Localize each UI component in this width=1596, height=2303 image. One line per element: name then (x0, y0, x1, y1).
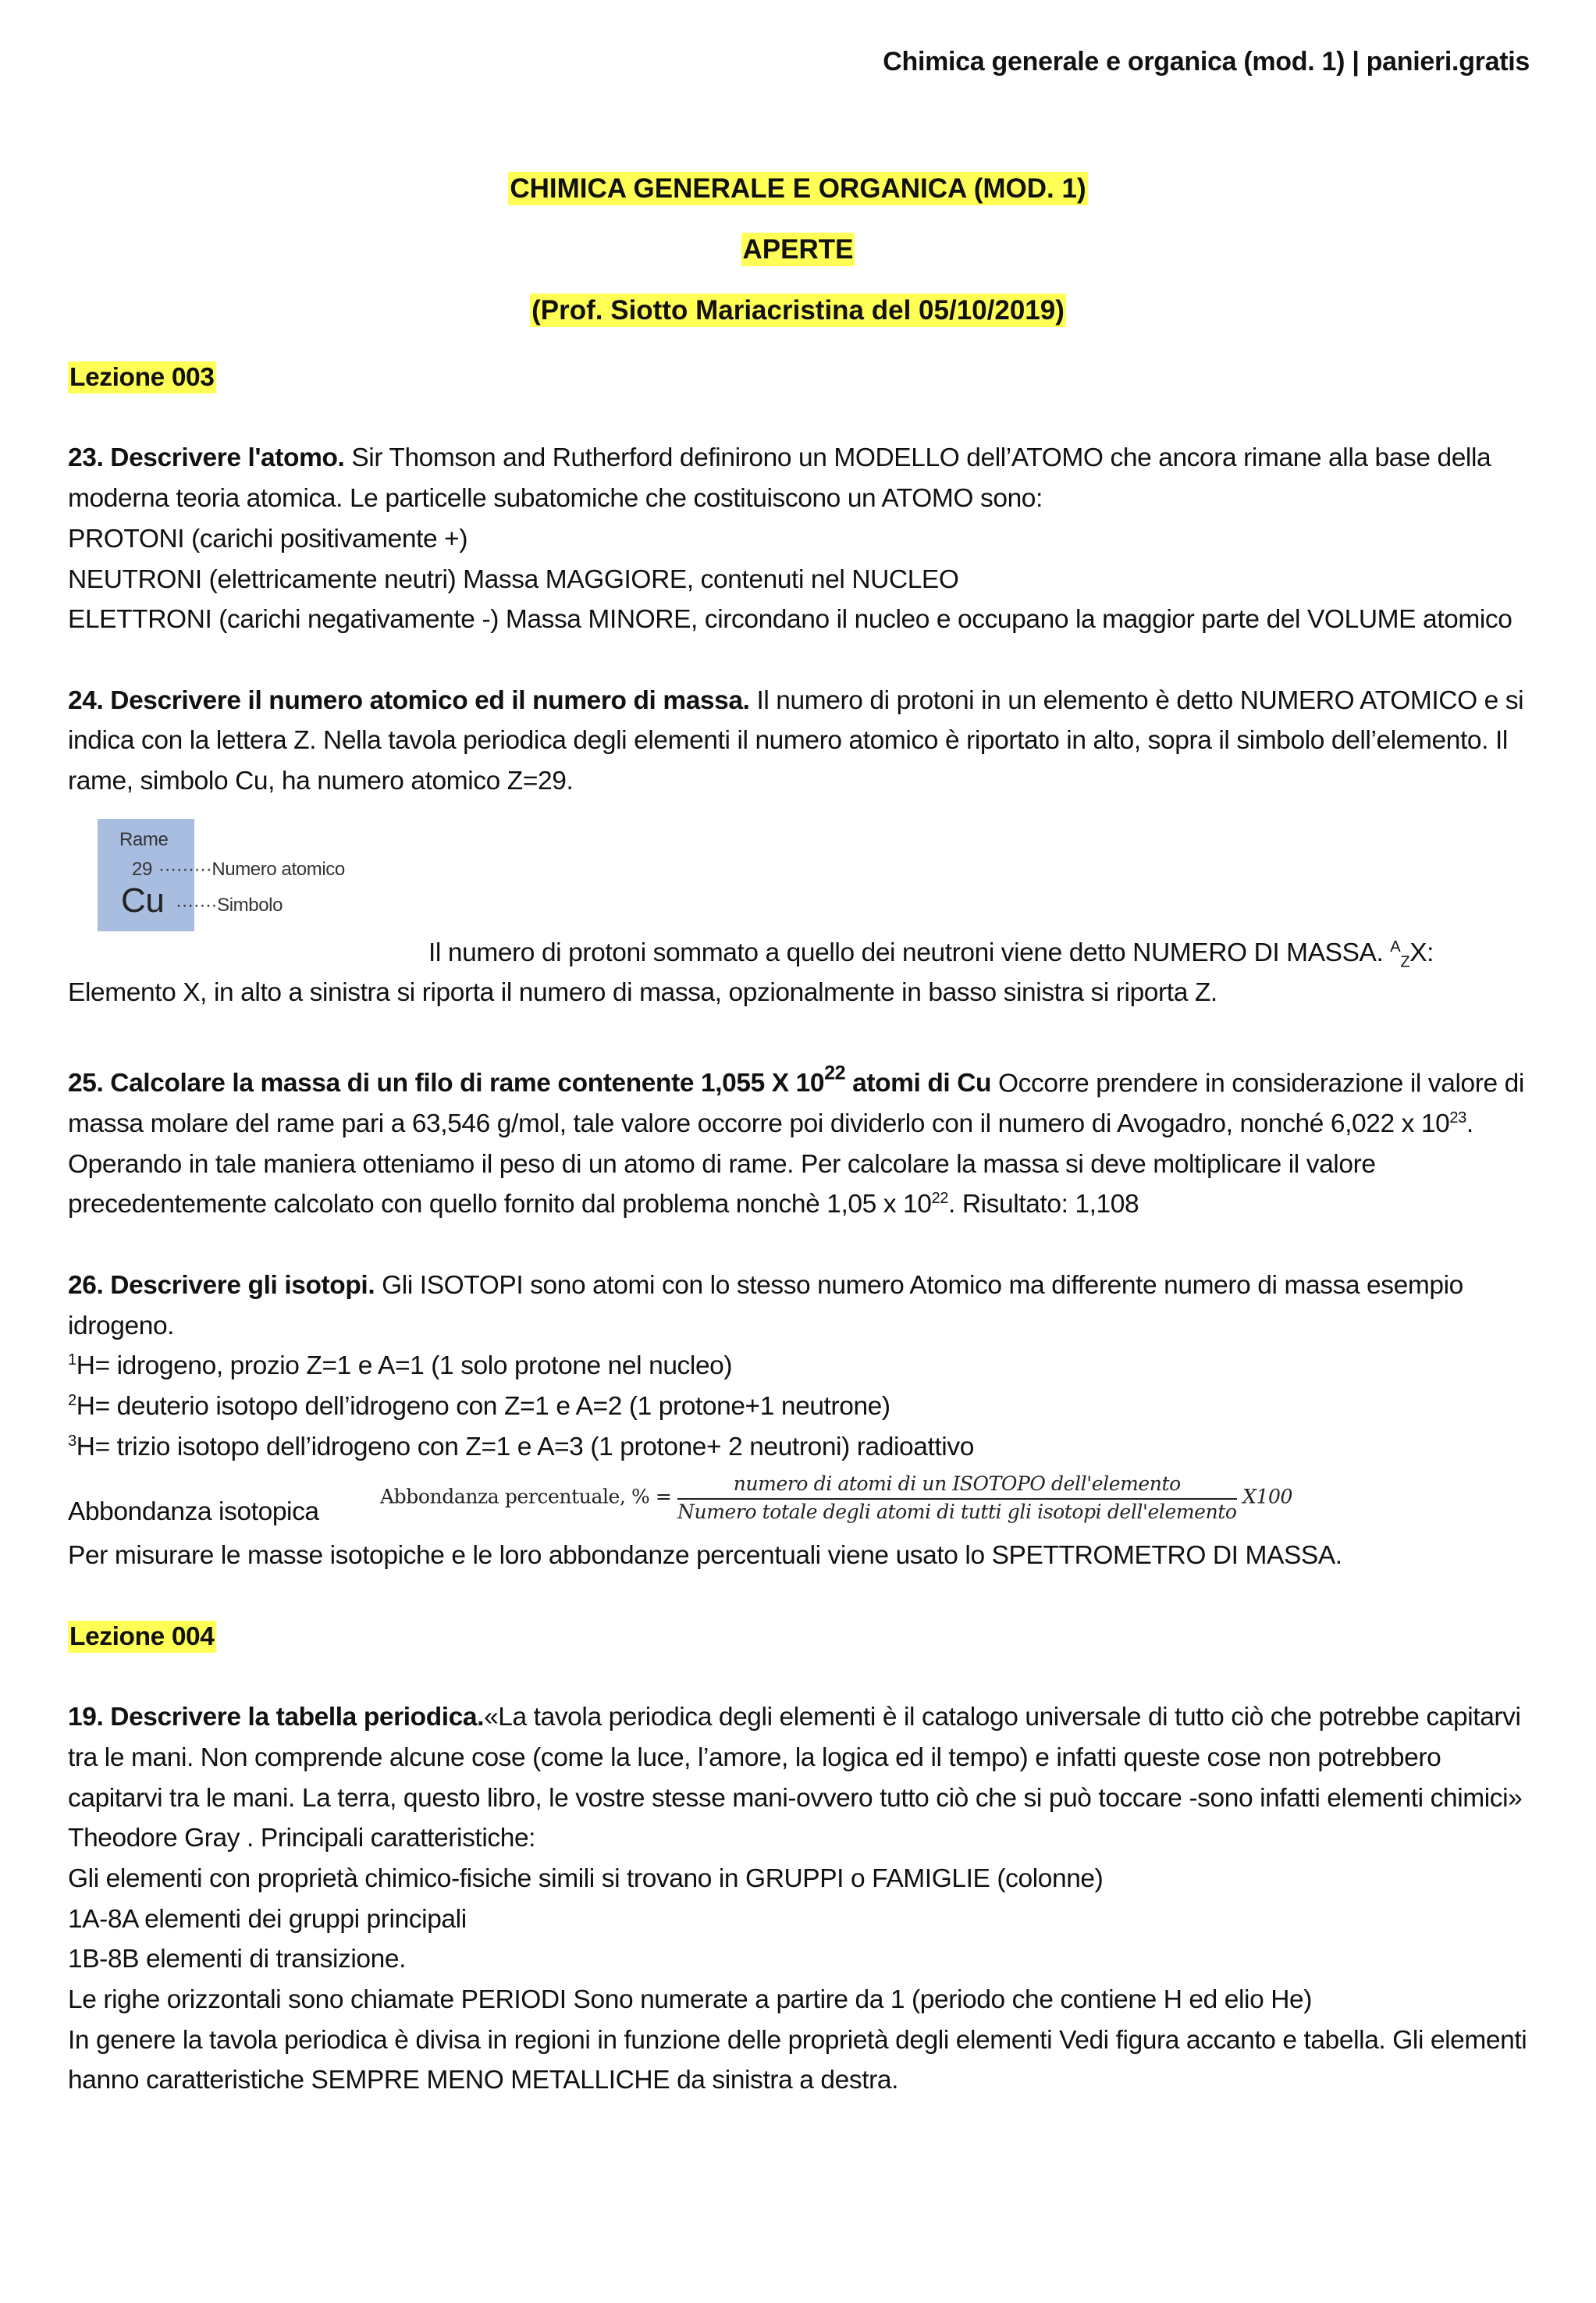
professor-line: (Prof. Siotto Mariacristina del 05/10/2019) (531, 295, 1065, 326)
lesson-label: Lezione 004 (69, 1621, 215, 1651)
title-text: atomi di Cu (845, 1069, 992, 1098)
answer-line: PROTONI (carichi positivamente +) (68, 524, 468, 554)
copper-element-figure (98, 819, 345, 931)
question-24 (68, 681, 1539, 1014)
answer-line: In genere la tavola periodica è divisa in regioni in funzione delle proprietà degli elementi Vedi figura accanto e tabella. Gli elementi hanno caratteristiche SEMPRE MENO METALLICHE da sinistra a destra. (68, 2025, 1527, 2095)
answer-text: Gli ISOTOPI sono atomi con lo stesso numero Atomico ma differente numero di massa esempio idrogeno. (68, 1270, 1463, 1340)
document-titles (0, 173, 1596, 356)
superscript: A (1390, 938, 1401, 956)
abundance-formula (380, 1472, 1292, 1525)
section-title: APERTE (742, 234, 854, 265)
question-19 (68, 1697, 1539, 2101)
superscript: 23 (1449, 1109, 1466, 1127)
superscript: 22 (824, 1062, 846, 1084)
isotope-text: H= deuterio isotopo dell’idrogeno con Z=1 e A=2 (1 protone+1 neutrone) (76, 1391, 890, 1421)
isotope-line (68, 1386, 1539, 1427)
answer-text: X: Elemento X, in alto a sinistra si riporta il numero di massa, opzionalmente in basso sinistra si riporta Z. (68, 938, 1434, 1008)
symbol-label: ·······Simbolo (176, 894, 283, 916)
isotope-line (68, 1346, 1539, 1386)
answer-line: NEUTRONI (elettricamente neutri) Massa MAGGIORE, contenuti nel NUCLEO (68, 564, 959, 594)
superscript: 22 (931, 1190, 949, 1208)
subscript: Z (1400, 953, 1410, 971)
question-title: 26. Descrivere gli isotopi. (68, 1270, 375, 1300)
mass-number: 3 (68, 1432, 76, 1450)
question-title: 24. Descrivere il numero atomico ed il numero di massa. (68, 685, 750, 715)
answer-text: . Risultato: 1,108 (948, 1190, 1139, 1219)
question-title: 23. Descrivere l'atomo. (68, 443, 345, 473)
answer-line: 1B-8B elementi di transizione. (68, 1945, 407, 1974)
answer-line: Le righe orizzontali sono chiamate PERIODI Sono numerate a partire da 1 (periodo che contiene H ed elio He) (68, 1985, 1313, 2015)
formula-factor: X100 (1242, 1485, 1293, 1508)
answer-line: Per misurare le masse isotopiche e le loro abbondanze percentuali viene usato lo SPETTROMETRO DI MASSA. (68, 1541, 1342, 1571)
course-title: CHIMICA GENERALE E ORGANICA (MOD. 1) (510, 173, 1086, 204)
answer-text: Il numero di protoni sommato a quello dei neutroni viene detto NUMERO DI MASSA. (428, 938, 1391, 967)
answer-line: Gli elementi con proprietà chimico-fisiche simili si trovano in GRUPPI o FAMIGLIE (colonne) (68, 1863, 1104, 1893)
atomic-number: 29 (132, 858, 152, 880)
question-title: 19. Descrivere la tabella periodica. (68, 1703, 485, 1732)
formula-numerator: numero di atomi di un ISOTOPO dell'elemento (677, 1472, 1237, 1500)
atomic-number-label: ·········Numero atomico (158, 858, 345, 880)
title-text: 25. Calcolare la massa di un filo di rame contenente 1,055 X 10 (68, 1069, 825, 1098)
answer-line: ELETTRONI (carichi negativamente -) Massa MINORE, circondano il nucleo e occupano la maggior parte del VOLUME atomico (68, 605, 1512, 635)
isotope-text: H= trizio isotopo dell’idrogeno con Z=1 e A=3 (1 protone+ 2 neutroni) radioattivo (76, 1432, 974, 1461)
formula-fraction (677, 1472, 1237, 1525)
question-26 (68, 1265, 1539, 1576)
page-header: Chimica generale e organica (mod. 1) | panieri.gratis (883, 47, 1530, 77)
answer-text: . Operando in tale maniera otteniamo il peso di un atomo di rame. Per calcolare la massa si deve moltiplicare il valore precedentemente calcolato con quello fornito dal problema nonchè 1,05 x 10 (68, 1109, 1473, 1219)
mass-number: 1 (68, 1351, 76, 1369)
question-23 (68, 438, 1539, 640)
isotope-text: H= idrogeno, prozio Z=1 e A=1 (1 solo protone nel nucleo) (76, 1351, 733, 1381)
document-body (68, 358, 1539, 2101)
mass-number: 2 (68, 1391, 76, 1409)
answer-text: «La tavola periodica degli elementi è il catalogo universale di tutto ciò che potrebbe capitarvi tra le mani. Non comprende alcune cose (come la luce, l’amore, la logica ed il tempo) e infatti queste cose non potrebbero capitarvi tra le mani. La terra, questo libro, le vostre stesse mani-ovvero tutto ciò che si può toccare -sono infatti elementi chimici» Theodore Gray . Principali caratteristiche: (68, 1703, 1523, 1853)
question-title (68, 1062, 992, 1098)
answer-text: Occorre prendere in considerazione il valore di massa molare del rame pari a 63,546 g/mol, tale valore occorre poi dividerlo con il numero di Avogadro, nonché 6,022 x 10 (68, 1069, 1524, 1138)
answer-text: Il numero di protoni in un elemento è detto NUMERO ATOMICO e si indica con la lettera Z. Nella tavola periodica degli elementi il numero atomico è riportato in alto, sopra il simbolo dell’elemento. Il rame, simbolo Cu, ha numero atomico Z=29. (68, 685, 1524, 796)
formula-denominator: Numero totale degli atomi di tutti gli isotopi dell'elemento (677, 1500, 1237, 1524)
lesson-label: Lezione 003 (69, 363, 215, 392)
answer-line: 1A-8A elementi dei gruppi principali (68, 1904, 467, 1934)
answer-text: Sir Thomson and Rutherford definirono un MODELLO dell’ATOMO che ancora rimane alla base della moderna teoria atomica. Le particelle subatomiche che costituiscono un ATOMO sono: (68, 443, 1491, 514)
isotope-line (68, 1427, 1539, 1468)
answer-line: Abbondanza isotopica (68, 1497, 319, 1527)
question-25 (68, 1054, 1539, 1225)
element-symbol: Cu (121, 881, 165, 920)
element-name: Rame (119, 828, 169, 850)
formula-lhs: Abbondanza percentuale, % = (380, 1485, 672, 1508)
